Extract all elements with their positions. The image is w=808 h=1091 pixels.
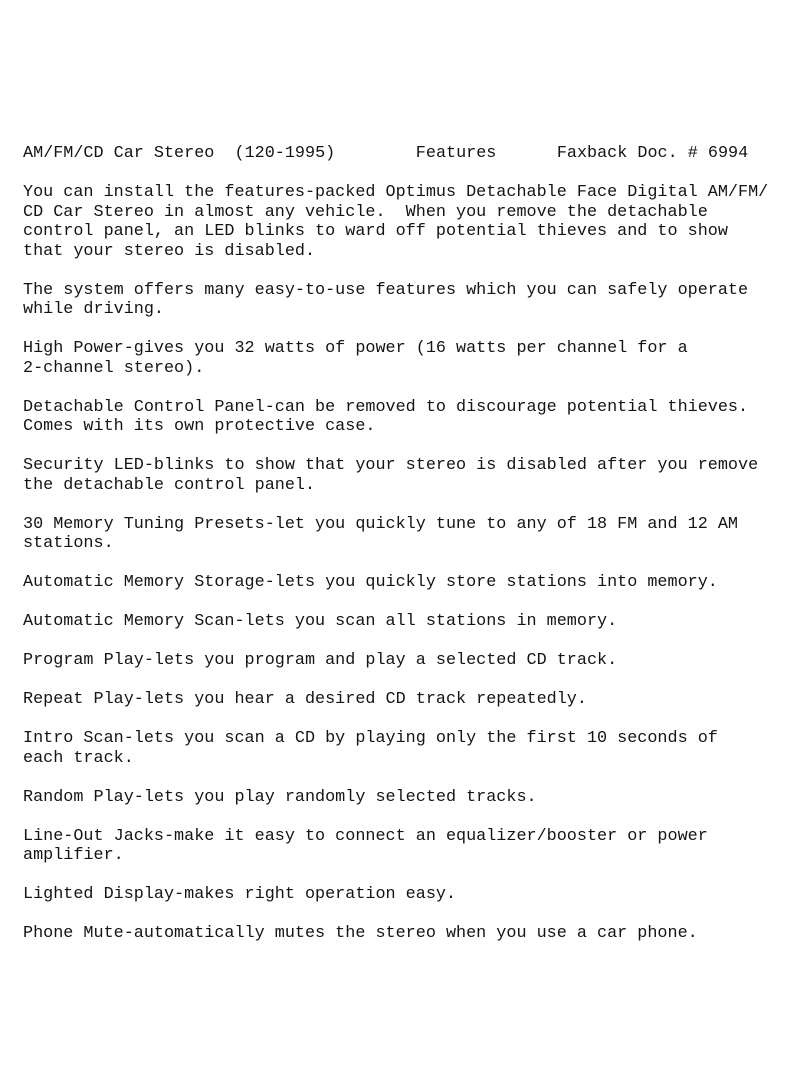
feature-program-play: [23, 651, 803, 671]
text-line: You can install the features-packed Optimus Detachable Face Digital AM/FM/: [23, 183, 769, 202]
text-line: High Power-gives you 32 watts of power (16 watts per channel for a: [23, 339, 688, 358]
header-doc-ref: Faxback Doc. # 6994: [556, 144, 749, 163]
text-line: Automatic Memory Scan-lets you scan all stations in memory.: [23, 612, 618, 631]
feature-security-led: [23, 456, 803, 495]
feature-automatic-memory-scan: [23, 612, 803, 632]
feature-intro-scan: [23, 729, 803, 768]
text-line: each track.: [23, 748, 134, 768]
text-line: Detachable Control Panel-can be removed to discourage potential thieves.: [23, 397, 749, 417]
document-header: [23, 144, 803, 164]
text-line: the detachable control panel.: [23, 475, 316, 495]
feature-phone-mute: [23, 924, 803, 944]
text-line: 2-channel stereo).: [23, 358, 205, 378]
text-line: Lighted Display-makes right operation easy.: [23, 885, 457, 904]
text-line: Automatic Memory Storage-lets you quickly store stations into memory.: [23, 573, 718, 592]
header-title: AM/FM/CD Car Stereo: [23, 144, 215, 163]
text-line: control panel, an LED blinks to ward off potential thieves and to show: [23, 222, 728, 241]
text-line: stations.: [23, 534, 114, 553]
text-line: amplifier.: [23, 846, 124, 865]
document-page: [23, 144, 803, 963]
paragraph-overview: [23, 281, 803, 320]
feature-random-play: [23, 788, 803, 808]
text-line: while driving.: [23, 300, 164, 319]
text-line: Phone Mute-automatically mutes the stereo when you use a car phone.: [23, 924, 698, 943]
text-line: Security LED-blinks to show that your stereo is disabled after you remove: [23, 456, 759, 475]
feature-memory-tuning-presets: [23, 515, 803, 554]
text-line: Repeat Play-lets you hear a desired CD track repeatedly.: [23, 690, 587, 709]
feature-line-out-jacks: [23, 827, 803, 866]
text-line: 30 Memory Tuning Presets-let you quickly tune to any of 18 FM and 12 AM: [23, 514, 738, 534]
text-line: that your stereo is disabled.: [23, 241, 316, 261]
feature-lighted-display: [23, 885, 803, 905]
header-section: Features: [415, 144, 497, 163]
text-line: Random Play-lets you play randomly selected tracks.: [23, 787, 537, 807]
text-line: Comes with its own protective case.: [23, 417, 376, 436]
feature-repeat-play: [23, 690, 803, 710]
text-line: Program Play-lets you program and play a selected CD track.: [23, 651, 618, 670]
header-catalog-number: (120-1995): [234, 144, 336, 163]
feature-high-power: [23, 339, 803, 378]
text-line: Line-Out Jacks-make it easy to connect an equalizer/booster or power: [23, 826, 708, 846]
text-line: CD Car Stereo in almost any vehicle. When you remove the detachable: [23, 202, 708, 222]
feature-detachable-control-panel: [23, 398, 803, 437]
paragraph-intro: [23, 183, 803, 261]
feature-automatic-memory-storage: [23, 573, 803, 593]
text-line: Intro Scan-lets you scan a CD by playing only the first 10 seconds of: [23, 729, 718, 748]
text-line: The system offers many easy-to-use features which you can safely operate: [23, 280, 749, 300]
